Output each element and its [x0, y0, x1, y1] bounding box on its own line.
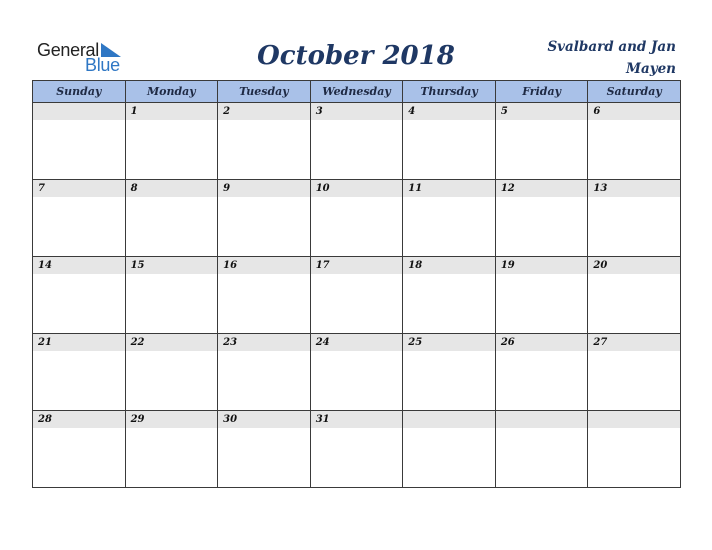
- day-number: [403, 411, 495, 428]
- day-cell: [495, 257, 588, 334]
- day-number: 2: [218, 103, 310, 120]
- day-number: 18: [403, 257, 495, 274]
- day-number: 7: [33, 180, 125, 197]
- logo-text-general: General: [37, 40, 99, 60]
- day-number: 29: [126, 411, 218, 428]
- weekday-thursday: Thursday: [403, 81, 496, 103]
- day-number: 28: [33, 411, 125, 428]
- weekday-saturday: Saturday: [588, 81, 681, 103]
- day-number: 23: [218, 334, 310, 351]
- logo-text-blue: Blue: [85, 55, 120, 75]
- day-cell: [33, 257, 126, 334]
- day-cell: [310, 180, 403, 257]
- weekday-header-row: [33, 81, 681, 103]
- day-cell: [33, 180, 126, 257]
- day-number: 8: [126, 180, 218, 197]
- weekday-tuesday: Tuesday: [218, 81, 311, 103]
- day-cell: [125, 334, 218, 411]
- weekday-wednesday: Wednesday: [310, 81, 403, 103]
- day-number: 26: [496, 334, 588, 351]
- country-name: Svalbard and Jan Mayen: [547, 39, 676, 77]
- day-number: 9: [218, 180, 310, 197]
- weekday-sunday: Sunday: [33, 81, 126, 103]
- day-cell: [403, 180, 496, 257]
- day-cell: [495, 103, 588, 180]
- day-number: 5: [496, 103, 588, 120]
- day-cell: [403, 411, 496, 488]
- day-number: 14: [33, 257, 125, 274]
- day-number: 24: [311, 334, 403, 351]
- day-cell: [218, 334, 311, 411]
- day-number: 13: [588, 180, 680, 197]
- day-cell: [33, 411, 126, 488]
- weekday-friday: Friday: [495, 81, 588, 103]
- day-cell: [588, 103, 681, 180]
- day-cell: [310, 103, 403, 180]
- day-number: 19: [496, 257, 588, 274]
- week-row: [33, 411, 681, 488]
- week-row: [33, 257, 681, 334]
- day-cell: [125, 103, 218, 180]
- day-cell: [588, 257, 681, 334]
- day-number: [588, 411, 680, 428]
- day-number: 20: [588, 257, 680, 274]
- day-cell: [218, 411, 311, 488]
- day-cell: [125, 411, 218, 488]
- day-number: 15: [126, 257, 218, 274]
- weekday-monday: Monday: [125, 81, 218, 103]
- day-cell: [495, 411, 588, 488]
- day-number: 10: [311, 180, 403, 197]
- day-cell: [125, 180, 218, 257]
- day-number: 16: [218, 257, 310, 274]
- day-cell: [125, 257, 218, 334]
- day-number: 31: [311, 411, 403, 428]
- day-number: 12: [496, 180, 588, 197]
- day-number: 25: [403, 334, 495, 351]
- week-row: [33, 180, 681, 257]
- page-title: October 2018: [257, 41, 455, 71]
- day-cell: [403, 103, 496, 180]
- day-cell: [310, 257, 403, 334]
- day-number: 11: [403, 180, 495, 197]
- day-cell: [588, 411, 681, 488]
- calendar-grid: [32, 80, 681, 488]
- day-cell: [33, 334, 126, 411]
- day-cell: [588, 180, 681, 257]
- day-number: 6: [588, 103, 680, 120]
- day-number: 21: [33, 334, 125, 351]
- day-cell: [218, 180, 311, 257]
- day-cell: [218, 257, 311, 334]
- day-number: 22: [126, 334, 218, 351]
- week-row: [33, 334, 681, 411]
- day-number: 17: [311, 257, 403, 274]
- week-row: [33, 103, 681, 180]
- day-number: 4: [403, 103, 495, 120]
- day-cell: [310, 411, 403, 488]
- day-number: 30: [218, 411, 310, 428]
- day-number: 27: [588, 334, 680, 351]
- day-cell: [33, 103, 126, 180]
- day-cell: [403, 257, 496, 334]
- day-cell: [310, 334, 403, 411]
- day-number: 3: [311, 103, 403, 120]
- day-number: 1: [126, 103, 218, 120]
- day-cell: [218, 103, 311, 180]
- day-number: [496, 411, 588, 428]
- day-number: [33, 103, 125, 120]
- day-cell: [403, 334, 496, 411]
- day-cell: [495, 334, 588, 411]
- day-cell: [588, 334, 681, 411]
- day-cell: [495, 180, 588, 257]
